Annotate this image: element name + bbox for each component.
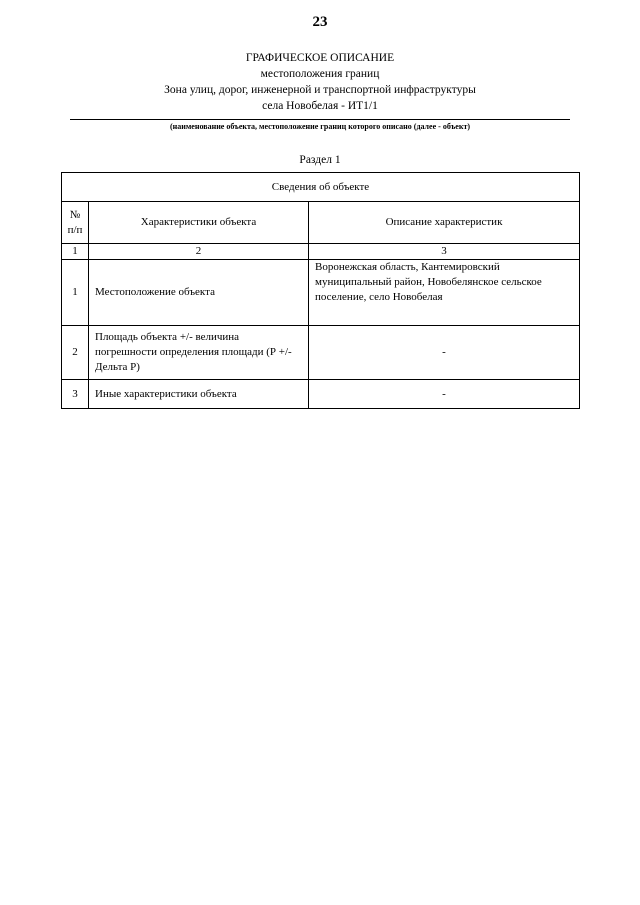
- document-subtitle-line-2: Зона улиц, дорог, инженерной и транспортной инфраструктуры: [164, 84, 476, 96]
- document-subtitle-line-1: местоположения границ: [260, 68, 380, 80]
- object-caption: (наименование объекта, местоположение границ которого описано (далее - объект): [169, 122, 471, 131]
- row-characteristic: Площадь объекта +/- величина погрешности определения площади (Р +/- Дельта Р): [89, 326, 309, 380]
- object-info-table: [61, 172, 580, 409]
- section-title: Раздел 1: [299, 154, 341, 166]
- column-number-2: 2: [89, 244, 309, 260]
- column-header-number: № п/п: [62, 202, 89, 244]
- table-row: [62, 380, 580, 409]
- column-header-characteristic: Характеристики объекта: [89, 202, 309, 244]
- row-description: Воронежская область, Кантемировский муниципальный район, Новобелянское сельское поселение, село Новобелая: [309, 260, 580, 326]
- page-number: 23: [312, 14, 328, 30]
- row-number: 2: [62, 326, 89, 380]
- row-characteristic: Иные характеристики объекта: [89, 380, 309, 409]
- column-number-1: 1: [62, 244, 89, 260]
- document-title: ГРАФИЧЕСКОЕ ОПИСАНИЕ: [245, 52, 395, 64]
- row-number: 1: [62, 260, 89, 326]
- row-description: -: [309, 326, 580, 380]
- row-number: 3: [62, 380, 89, 409]
- column-header-description: Описание характеристик: [309, 202, 580, 244]
- document-title-block: [70, 50, 570, 114]
- title-underline: [70, 119, 570, 120]
- row-description: -: [309, 380, 580, 409]
- table-heading: Сведения об объекте: [62, 173, 580, 202]
- column-number-3: 3: [309, 244, 580, 260]
- row-characteristic: Местоположение объекта: [89, 260, 309, 326]
- table-row: [62, 326, 580, 380]
- table-row: [62, 260, 580, 326]
- document-subtitle-line-3: села Новобелая - ИТ1/1: [262, 100, 378, 112]
